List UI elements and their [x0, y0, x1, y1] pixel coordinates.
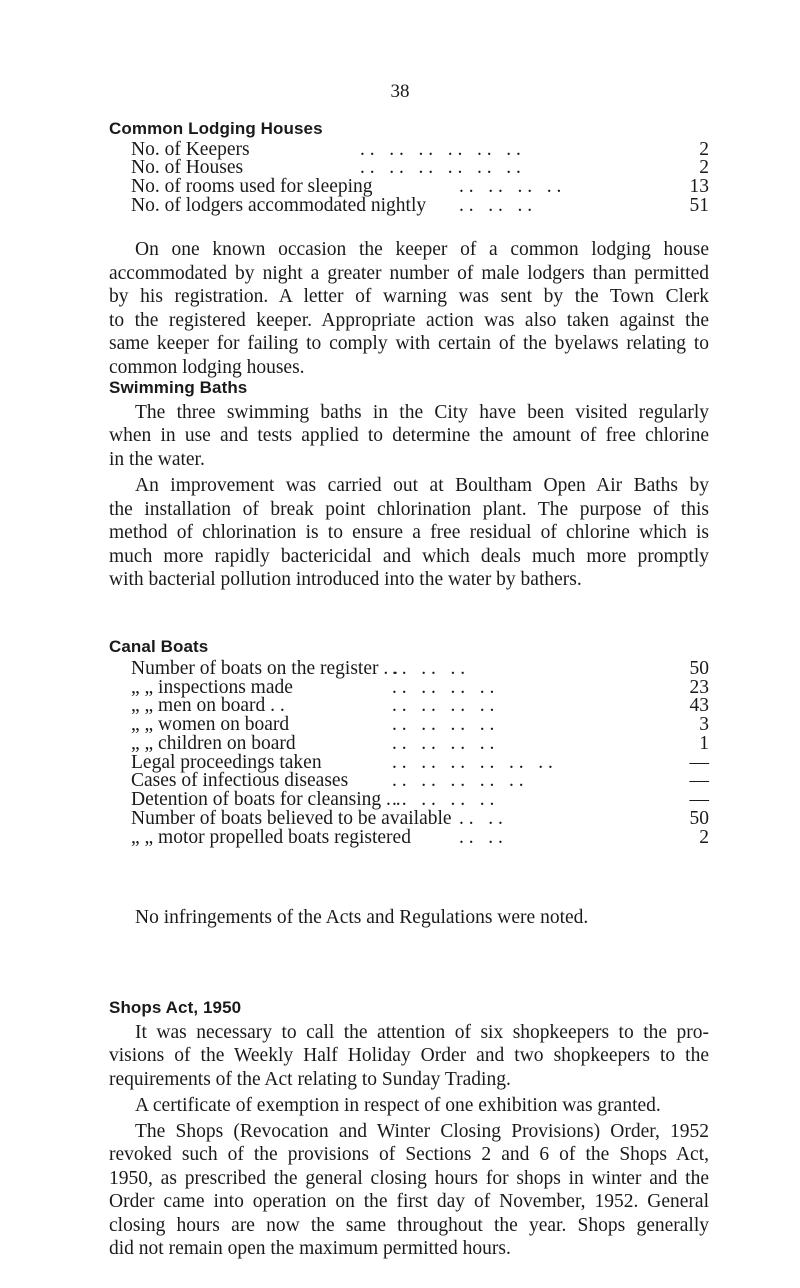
lodging-row-leader-dots: . . . . . . . .	[459, 176, 562, 198]
paragraph-line: The three swimming baths in the City have been visited regularly	[135, 401, 709, 423]
paragraph-line: requirements of the Act relating to Sunday Trading.	[109, 1068, 511, 1090]
paragraph-line: closing hours are now the same throughout the year. Shops generally	[109, 1214, 709, 1236]
paragraph-line: common lodging houses.	[109, 356, 305, 378]
canal-row-label: „ „ children on board	[131, 732, 296, 754]
canal-row-value: —	[689, 751, 709, 773]
canal-row-label: Legal proceedings taken	[131, 751, 322, 773]
swimming-heading: Swimming Baths	[109, 378, 248, 398]
canal-heading: Canal Boats	[109, 636, 209, 656]
canal-row-value: —	[689, 770, 709, 792]
lodging-row-label: No. of lodgers accommodated nightly	[131, 194, 427, 216]
lodging-heading: Common Lodging Houses	[109, 119, 323, 139]
canal-row-value: 50	[689, 807, 709, 829]
canal-row-label: „ „ women on board	[131, 714, 290, 736]
canal-row-leader-dots: . . . .	[459, 826, 503, 848]
paragraph-line: when in use and tests applied to determine the amount of free chlorine	[109, 425, 709, 447]
canal-row-value: 3	[699, 714, 709, 736]
canal-row-label: „ „ inspections made	[131, 676, 293, 698]
canal-row-label: Number of boats on the register . .	[131, 657, 398, 679]
canal-row-leader-dots: . . . . . . . .	[392, 714, 495, 736]
paragraph-line: It was necessary to call the attention of six shopkeepers to the pro-	[135, 1021, 709, 1043]
canal-row-leader-dots: . . . . . . . .	[392, 789, 495, 811]
canal-row-value: 50	[689, 657, 709, 679]
canal-row-label: „ „ motor propelled boats registered	[131, 826, 411, 848]
canal-row-leader-dots: . . . . . . . . . . . .	[392, 751, 553, 773]
paragraph-line: much more rapidly bactericidal and which deals much more promptly	[109, 545, 709, 567]
canal-row-label: Cases of infectious diseases	[131, 770, 349, 792]
paragraph-line: accommodated by night a greater number of male lodgers than permitted	[109, 262, 709, 284]
shops-heading: Shops Act, 1950	[109, 998, 242, 1018]
shops-paragraph-1	[109, 1021, 709, 1092]
paragraph-line: 1950, as prescribed the general closing hours for shops in winter and the	[109, 1167, 709, 1189]
canal-row	[131, 826, 709, 850]
paragraph-line: the installation of break point chlorination plant. The purpose of this	[109, 498, 709, 520]
canal-row-value: 2	[699, 826, 709, 848]
lodging-row-label: No. of rooms used for sleeping	[131, 176, 373, 198]
lodging-row-value: 13	[689, 176, 709, 198]
paragraph-line: same keeper for failing to comply with certain of the byelaws relating to	[109, 333, 709, 355]
paragraph-line: with bacterial pollution introduced into the water by bathers.	[109, 569, 582, 591]
paragraph-line: to the registered keeper. Appropriate action was also taken against the	[109, 309, 709, 331]
canal-row-value: 1	[699, 732, 709, 754]
shops-paragraph-2	[109, 1094, 709, 1118]
canal-note-text: No infringements of the Acts and Regulations were noted.	[135, 907, 589, 929]
canal-row-value: 23	[689, 676, 709, 698]
lodging-row	[131, 194, 709, 218]
paragraph-line: The Shops (Revocation and Winter Closing Provisions) Order, 1952	[135, 1120, 709, 1142]
canal-row-label: „ „ men on board . .	[131, 695, 285, 717]
canal-row-leader-dots: . . . .	[459, 807, 503, 829]
lodging-row-value: 2	[699, 157, 709, 179]
paragraph-line: revoked such of the provisions of Sections 2 and 6 of the Shops Act,	[109, 1144, 709, 1166]
swimming-paragraph-1	[109, 401, 709, 472]
swimming-paragraph-2	[109, 474, 709, 592]
paragraph-line: Order came into operation on the first day of November, 1952. General	[109, 1191, 709, 1213]
page-number: 38	[390, 80, 410, 102]
paragraph-line: method of chlorination is to ensure a free residual of chlorine which is	[109, 522, 709, 544]
canal-row-leader-dots: . . . . . . . .	[392, 732, 495, 754]
paragraph-line: On one known occasion the keeper of a common lodging house	[135, 239, 709, 261]
paragraph-line: An improvement was carried out at Boultham Open Air Baths by	[135, 475, 709, 497]
canal-row-value: —	[689, 789, 709, 811]
lodging-row-leader-dots: . . . . . . . . . . . .	[360, 157, 521, 179]
lodging-row-label: No. of Keepers	[131, 138, 250, 160]
lodging-row-value: 51	[689, 194, 709, 216]
canal-row-label: Number of boats believed to be available	[131, 807, 452, 829]
lodging-row-value: 2	[699, 138, 709, 160]
canal-row-leader-dots: . . . . . . . .	[392, 695, 495, 717]
canal-row-leader-dots: . . . . . . . .	[392, 676, 495, 698]
lodging-row-label: No. of Houses	[131, 157, 244, 179]
paragraph-line: visions of the Weekly Half Holiday Order and two shopkeepers to the	[109, 1045, 709, 1067]
paragraph-line: did not remain open the maximum permitted hours.	[109, 1238, 511, 1260]
paragraph-line: by his registration. A letter of warning was sent by the Town Clerk	[109, 286, 709, 308]
canal-row-label: Detention of boats for cleansing . .	[131, 789, 401, 811]
lodging-row-leader-dots: . . . . . . . . . . . .	[360, 138, 521, 160]
canal-row-leader-dots: . . . . . . . . . .	[392, 770, 524, 792]
canal-note	[109, 906, 709, 930]
paragraph-line: A certificate of exemption in respect of one exhibition was granted.	[135, 1094, 661, 1116]
shops-paragraph-3	[109, 1120, 709, 1261]
lodging-row-leader-dots: . . . . . .	[459, 194, 533, 216]
paragraph-line: in the water.	[109, 448, 205, 470]
canal-row-leader-dots: . . . . . .	[392, 657, 466, 679]
lodging-paragraph	[109, 238, 709, 379]
canal-row-value: 43	[689, 695, 709, 717]
